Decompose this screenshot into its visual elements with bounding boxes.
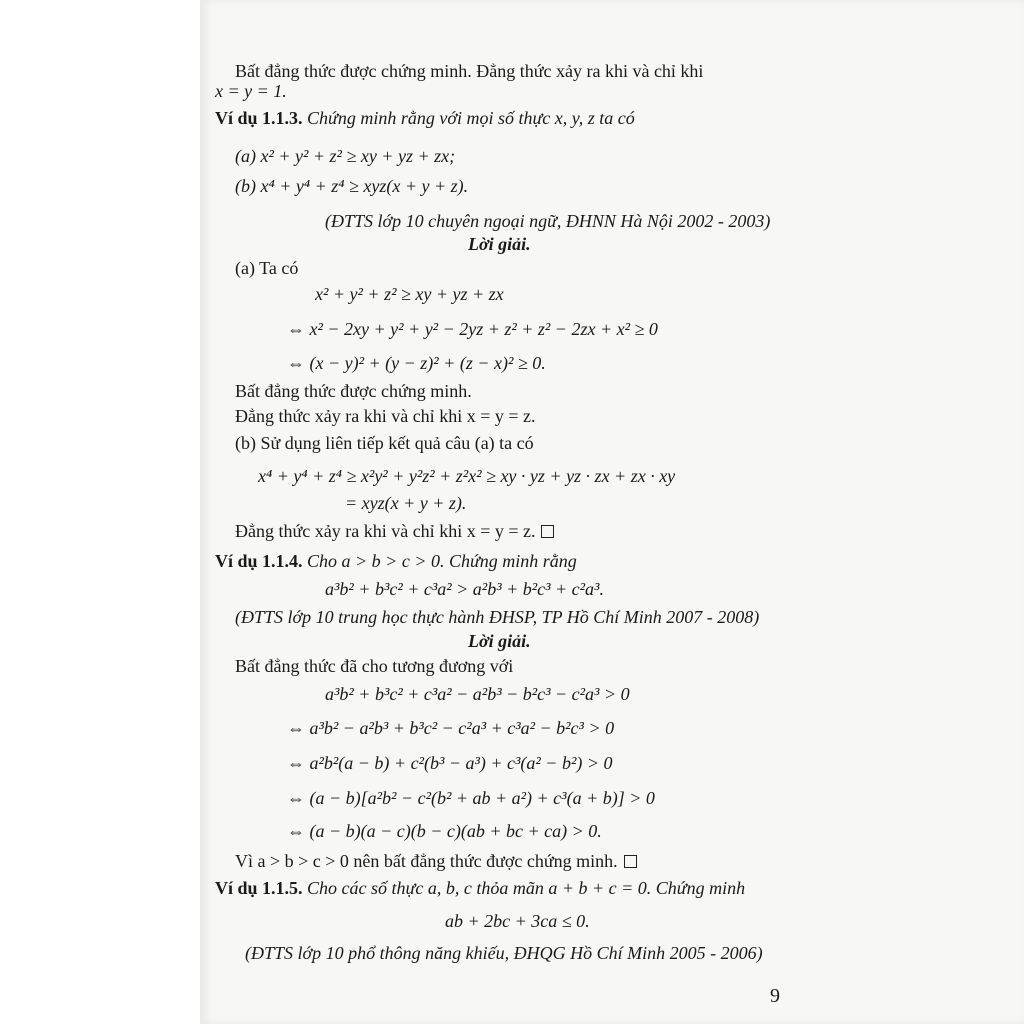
math-line: ⇔ a²b²(a − b) + c²(b³ − a³) + c³(a² − b²) > 0 <box>287 753 613 773</box>
text-line <box>235 850 637 872</box>
example-label: Ví dụ 1.1.5. <box>215 878 303 898</box>
text-line: (a) Ta có <box>235 258 299 278</box>
source-citation: (ĐTTS lớp 10 phổ thông năng khiếu, ĐHQG Hồ Chí Minh 2005 - 2006) <box>245 943 763 963</box>
math-line: x = y = 1. <box>215 81 287 101</box>
math-line: a³b² + b³c² + c³a² > a²b³ + b²c³ + c²a³. <box>325 579 604 599</box>
example-heading <box>215 550 577 572</box>
math-line: ab + 2bc + 3ca ≤ 0. <box>445 911 590 931</box>
example-text: Cho các số thực a, b, c thỏa mãn a + b + c = 0. Chứng minh <box>307 878 746 898</box>
math-line: ⇔ (a − b)(a − c)(b − c)(ab + bc + ca) > 0. <box>287 821 602 841</box>
source-citation: (ĐTTS lớp 10 trung học thực hành ĐHSP, TP Hồ Chí Minh 2007 - 2008) <box>235 607 760 627</box>
text-line: (b) Sử dụng liên tiếp kết quả câu (a) ta có <box>235 433 534 453</box>
math-line: (a) x² + y² + z² ≥ xy + yz + zx; <box>235 146 456 166</box>
math-line: (b) x⁴ + y⁴ + z⁴ ≥ xyz(x + y + z). <box>235 176 469 196</box>
text-line: Bất đẳng thức được chứng minh. <box>235 381 472 401</box>
math-line: ⇔ (a − b)[a²b² − c²(b² + ab + a²) + c³(a + b)] > 0 <box>287 788 655 808</box>
source-citation: (ĐTTS lớp 10 chuyên ngoại ngữ, ĐHNN Hà Nội 2002 - 2003) <box>325 211 771 231</box>
math-line: ⇔ (x − y)² + (y − z)² + (z − x)² ≥ 0. <box>287 353 546 373</box>
math-line: a³b² + b³c² + c³a² − a²b³ − b²c³ − c²a³ > 0 <box>325 684 630 704</box>
book-page <box>200 0 1024 1024</box>
text-line: Bất đẳng thức được chứng minh. Đẳng thức xảy ra khi và chỉ khi <box>235 61 704 81</box>
solution-heading: Lời giải. <box>468 631 531 651</box>
text-line: Bất đẳng thức đã cho tương đương với <box>235 656 514 676</box>
example-text: Cho a > b > c > 0. Chứng minh rằng <box>307 551 577 571</box>
example-heading <box>215 107 635 129</box>
math-line: = xyz(x + y + z). <box>345 493 467 513</box>
conclusion-text: Vì a > b > c > 0 nên bất đẳng thức được chứng minh. <box>235 851 618 871</box>
page-number: 9 <box>770 985 780 1007</box>
example-label: Ví dụ 1.1.3. <box>215 108 303 128</box>
math-line: x⁴ + y⁴ + z⁴ ≥ x²y² + y²z² + z²x² ≥ xy · yz + yz · zx + zx · xy <box>258 466 676 486</box>
example-text: Chứng minh rằng với mọi số thực x, y, z ta có <box>307 108 635 128</box>
text-line: Đẳng thức xảy ra khi và chỉ khi x = y = z. <box>235 406 536 426</box>
math-line: ⇔ x² − 2xy + y² + y² − 2yz + z² + z² − 2zx + x² ≥ 0 <box>287 319 658 339</box>
math-line: x² + y² + z² ≥ xy + yz + zx <box>315 284 504 304</box>
math-line: ⇔ a³b² − a²b³ + b³c² − c²a³ + c³a² − b²c³ > 0 <box>287 718 615 738</box>
text-line <box>235 520 554 542</box>
qed-square-icon <box>624 855 637 868</box>
qed-square-icon <box>541 525 554 538</box>
example-heading <box>215 877 745 899</box>
equality-case-text: Đẳng thức xảy ra khi và chỉ khi x = y = z. <box>235 521 536 541</box>
solution-heading: Lời giải. <box>468 234 531 254</box>
example-label: Ví dụ 1.1.4. <box>215 551 303 571</box>
